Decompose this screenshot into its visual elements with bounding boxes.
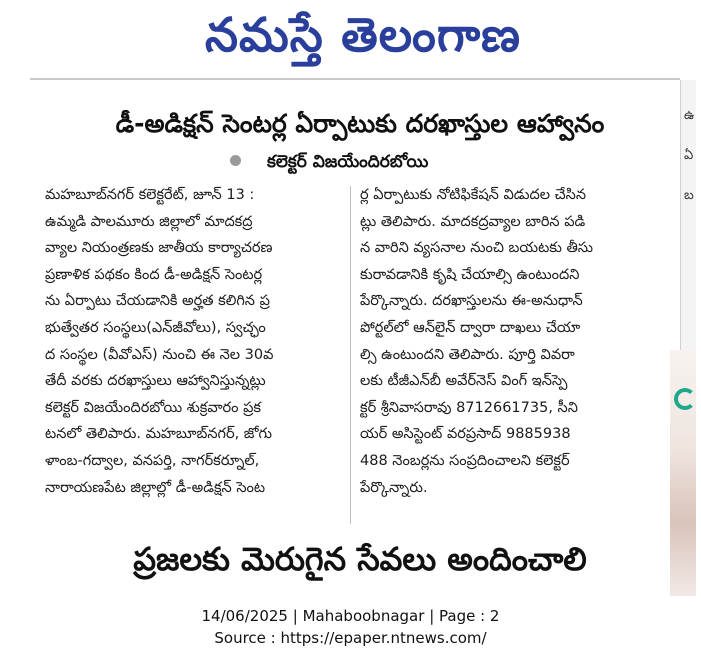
text-line: కలెక్టర్ విజయేందిరబోయి శుక్రవారం ప్రక	[45, 399, 261, 416]
text-line: ర్ల ఏర్పాటుకు నోటిఫికేషన్ విడుదల చేసిన	[360, 187, 587, 203]
article-column-left	[45, 182, 345, 501]
article-byline	[230, 151, 670, 173]
article-headline: డీ-అడిక్షన్ సెంటర్ల ఏర్పాటుకు దరఖాస్తుల ఆహ్వానం	[115, 109, 605, 138]
adjacent-photo	[670, 350, 696, 596]
text-line: టనలో తెలిపారు. మహబూబ్‌నగర్, జోగు	[45, 426, 273, 443]
adjacent-text-fragment: ఉ	[684, 108, 695, 123]
text-line: పేర్కొన్నారు.	[360, 479, 428, 496]
source-link[interactable]: https://epaper.ntnews.com/	[280, 629, 487, 647]
bullet-icon	[230, 155, 241, 166]
text-line: వ్యాల నియంత్రణకు జాతీయ కార్యాచరణ	[45, 240, 273, 257]
ad-logo-icon	[674, 388, 696, 410]
text-line: ళాంబ-గద్వాల, వనపర్తి, నాగర్‌కర్నూల్,	[45, 452, 260, 469]
adjacent-text-fragment: బ	[684, 188, 694, 203]
source-label: Source :	[214, 629, 281, 647]
text-line: కురావడానికి కృషి చేయాల్సి ఉంటుందని	[360, 266, 580, 283]
footer-separator: |	[292, 607, 298, 625]
text-line: తేదీ వరకు దరఖాస్తులు ఆహ్వానిస్తున్నట్లు	[45, 373, 266, 390]
article-column-right	[360, 182, 662, 501]
text-line: నారాయణపేట జిల్లాల్లో డీ-అడిక్షన్ సెంట	[45, 479, 266, 496]
text-line: భుత్వేతర సంస్థలు(ఎన్‌జీవోలు), స్వచ్ఛం	[45, 319, 266, 336]
edition-page: Page : 2	[439, 607, 500, 625]
byline-text: కలెక్టర్ విజయేందిరబోయి	[267, 152, 429, 172]
text-line: ట్లు తెలిపారు. మాదకద్రవ్యాల బారిన పడి	[360, 213, 586, 230]
edition-location: Mahaboobnagar	[302, 607, 425, 625]
text-line: 488 నెంబర్లను సంప్రదించాలని కలెక్టర్	[360, 452, 570, 469]
text-line: లకు టీజీఎన్‌బీ అవేర్‌నెస్ వింగ్ ఇన్‌స్పె	[360, 373, 568, 390]
text-line: ను ఏర్పాటు చేయడానికి అర్హత కలిగిన ప్ర	[45, 293, 270, 310]
text-line: యర్ అసిస్టెంట్ వరప్రసాద్ 9885938	[360, 426, 571, 443]
text-line: ద సంస్థల (వీవోఎస్) నుంచి ఈ నెల 30వ	[45, 346, 274, 363]
text-line: పేర్కొన్నారు. దరఖాస్తులను ఈ-అనుధాన్	[360, 293, 583, 310]
footer-source-line	[0, 628, 701, 648]
text-line: ఉమ్మడి పాలమూరు జిల్లాలో మాదకద్ర	[45, 213, 253, 230]
footer-separator: |	[429, 607, 435, 625]
masthead-title: నమస్తే తెలంగాణ	[205, 8, 521, 63]
next-article-headline: ప్రజలకు మెరుగైన సేవలు అందించాలి	[133, 540, 587, 578]
text-line: న వారిని వ్యసనాల నుంచి బయటకు తీసు	[360, 240, 594, 257]
text-line: పోర్టల్‌లో ఆన్‌లైన్ ద్వారా దాఖలు చేయా	[360, 319, 581, 336]
text-line: క్టర్ శ్రీనివాసరావు 8712661735, సీని	[360, 399, 578, 416]
footer-edition-line	[0, 606, 701, 626]
text-line: ప్రణాళిక పథకం కింద డీ-అడిక్షన్ సెంటర్ల	[45, 266, 263, 283]
column-divider	[350, 186, 351, 524]
masthead-divider	[30, 78, 680, 80]
newspaper-clipping	[30, 0, 696, 596]
text-line: ల్సి ఉంటుందని తెలిపారు. పూర్తి వివరా	[360, 346, 575, 363]
text-line: మహబూబ్‌నగర్ కలెక్టరేట్, జూన్ 13 :	[45, 187, 255, 203]
edition-date: 14/06/2025	[201, 607, 288, 625]
adjacent-text-fragment: ఏ	[684, 148, 694, 163]
